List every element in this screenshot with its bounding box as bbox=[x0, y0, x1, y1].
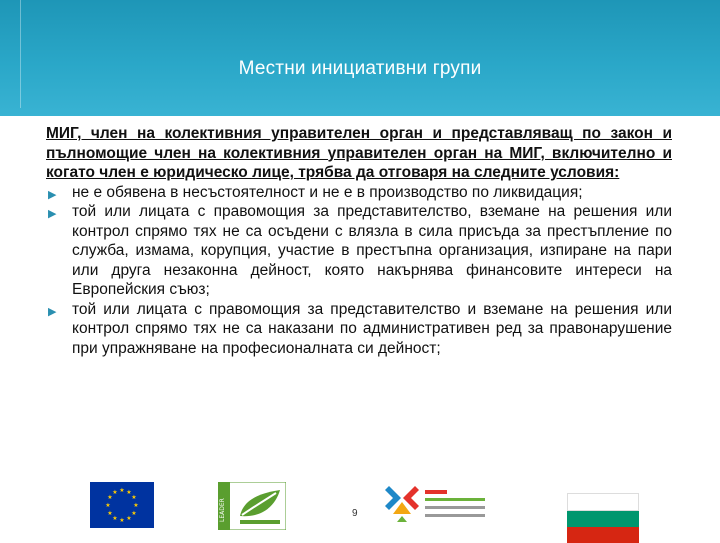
program-logo-icon bbox=[385, 480, 495, 530]
slide-title: Местни инициативни групи bbox=[238, 58, 482, 79]
svg-text:★: ★ bbox=[107, 494, 113, 501]
slide-body bbox=[46, 124, 672, 358]
svg-text:★: ★ bbox=[131, 494, 137, 501]
bullet-item bbox=[46, 202, 672, 300]
triangle-right-icon: ▶ bbox=[48, 188, 57, 201]
svg-text:★: ★ bbox=[126, 515, 132, 522]
triangle-right-icon: ▶ bbox=[48, 208, 57, 220]
svg-text:★: ★ bbox=[107, 510, 113, 517]
bullet-list bbox=[46, 183, 672, 359]
bulgarian-flag-icon bbox=[567, 493, 639, 541]
intro-paragraph: МИГ, член на колективния управителен орган и представляващ по закон и пълномощие член на колективния управителен орган на МИГ, включително и когато член е юридическо лице, трябва да отговаря на следните условия: bbox=[46, 125, 672, 181]
slide-header bbox=[0, 0, 720, 116]
svg-text:★: ★ bbox=[131, 510, 137, 517]
svg-text:★: ★ bbox=[105, 502, 111, 509]
eu-flag-icon bbox=[90, 482, 154, 528]
leader-logo-icon bbox=[218, 482, 286, 530]
svg-text:★: ★ bbox=[112, 489, 118, 496]
svg-text:★: ★ bbox=[119, 487, 125, 494]
bullet-text: той или лицата с правомощия за представителство и вземане на решения или контрол спрямо тях не са наказани по административен ред за правонарушение при упражняване на професионалната си дейност; bbox=[72, 300, 672, 357]
svg-text:★: ★ bbox=[133, 502, 139, 509]
bullet-text: не е обявена в несъстоятелност и не е в производство по ликвидация; bbox=[72, 183, 583, 201]
leader-logo-text: LEADER bbox=[219, 498, 226, 522]
page-number: 9 bbox=[352, 508, 358, 519]
svg-text:★: ★ bbox=[112, 515, 118, 522]
header-divider-line bbox=[20, 0, 21, 108]
bullet-item bbox=[46, 300, 672, 359]
svg-text:★: ★ bbox=[119, 517, 125, 524]
bullet-item bbox=[46, 183, 672, 203]
slide-footer bbox=[0, 474, 720, 540]
bullet-text: той или лицата с правомощия за представителство, вземане на решения или контрол спрямо тях не са осъдени с влязла в сила присъда за престъпление по служба, измама, корупция, участие в престъпна организация, изпиране на пари или друга незаконна дейност, която накърнява финансовите интереси на Европейския съюз; bbox=[72, 203, 672, 298]
svg-text:★: ★ bbox=[126, 489, 132, 496]
triangle-right-icon: ▶ bbox=[48, 305, 57, 318]
